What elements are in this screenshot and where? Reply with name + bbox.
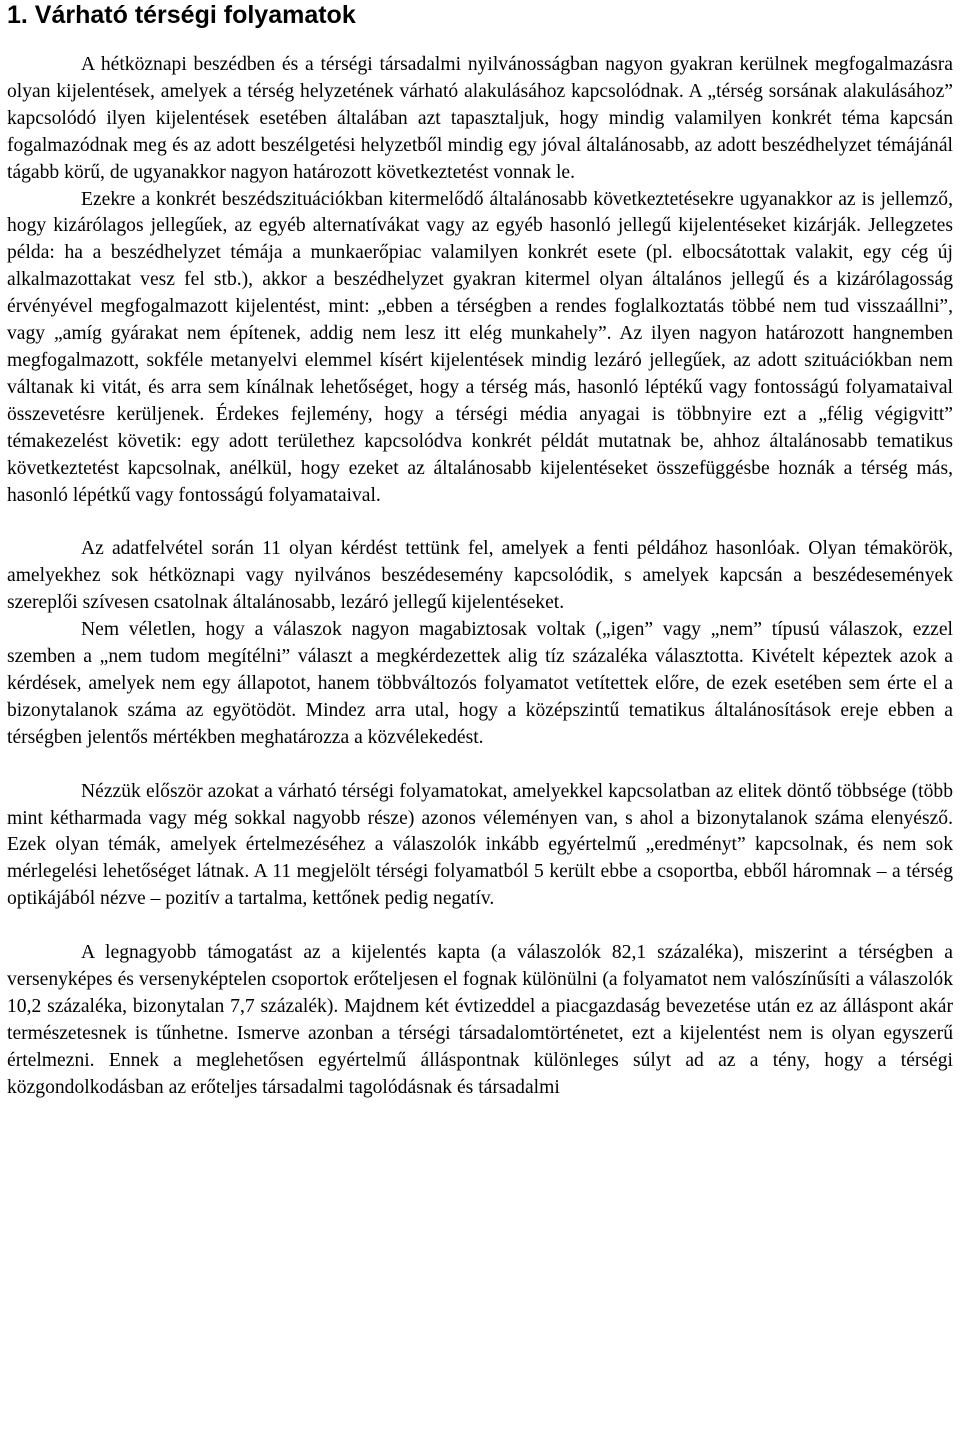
paragraph-6: A legnagyobb támogatást az a kijelentés kapta (a válaszolók 82,1 százaléka), miszerint a térségben a versenyképes és versenyképtelen csoportok erőteljesen el fognak különülni (a folyamatot nem valószínűsíti a válaszolók 10,2 százaléka, bizonytalan 7,7 százalék). Majdnem két évtizeddel a piacgazdaság bevezetése után ez az álláspont akár természetesnek is tűnhetne. Ismerve azonban a térségi társadalomtörténetet, ezt a kijelentést nem is olyan egyszerű értelmezni. Ennek a meglehetősen egyértelmű álláspontnak különleges súlyt ad az a tény, hogy a térségi közgondolkodásban az erőteljes társadalmi tagolódásnak és társadalmi [7,942,953,1098]
paragraph-1: A hétköznapi beszédben és a térségi társadalmi nyilvánosságban nagyon gyakran kerülnek megfogalmazásra olyan kijelentések, amelyek a térség helyzetének várható alakulásához kapcsolódnak. A „térség sorsának alakulásához” kapcsolódó ilyen kijelentések esetében általában azt tapasztaljuk, hogy mindig valamilyen konkrét téma kapcsán fogalmazódnak meg és az adott beszélgetési helyzetből mindig egy jóval általánosabb, az adott beszédhelyzet témájánál tágabb körű, de ugyanakkor nagyon határozott következtetést vonnak le. [7,54,953,183]
paragraph-4: Nem véletlen, hogy a válaszok nagyon magabiztosak voltak („igen” vagy „nem” típusú válaszok, ezzel szemben a „nem tudom megítélni” választ a megkérdezettek alig tíz százaléka választotta. Kivételt képeztek azok a kérdések, amelyek nem egy állapotot, hanem többváltozós folyamatot vetítettek előre, de ezek esetében sem érte el a bizonytalanok száma az egyötödöt. Mindez arra utal, hogy a középszintű tematikus általánosítások ereje ebben a térségben jelentős mértékben meghatározza a közvélekedést. [7,619,953,748]
paragraph-5: Nézzük először azokat a várható térségi folyamatokat, amelyekkel kapcsolatban az elitek döntő többsége (több mint kétharmada vagy még sokkal nagyobb része) azonos véleményen van, s ahol a bizonytalanok száma elenyésző. Ezek olyan témák, amelyek értelmezéséhez a válaszolók inkább egyértelmű „eredményt” kapcsolnak, és nem sok mérlegelési lehetőséget látnak. A 11 megjelölt térségi folyamatból 5 került ebbe a csoportba, ebből háromnak – a térség optikájából nézve – pozitív a tartalma, kettőnek pedig negatív. [7,780,953,910]
document-page [7,0,953,1102]
paragraph-2: Ezekre a konkrét beszédszituációkban kitermelődő általánosabb következtetésekre ugyanakkor az is jellemző, hogy kizárólagos jellegűek, az egyéb alternatívákat vagy az egyéb hasonló jellegű kijelentéseket kizárják. Jellegzetes példa: ha a beszédhelyzet témája a munkaerőpiac valamilyen konkrét esete (pl. elbocsátottak valakit, egy cég új alkalmazottakat vesz fel stb.), akkor a beszédhelyzet gyakran kitermel olyan általános jellegű és a kizárólagosság érvényével megfogalmazott kijelentést, mint: „ebben a térségben a rendes foglalkoztatás többé nem tud visszaállni”, vagy „amíg gyárakat nem építenek, addig nem lesz itt elég munkahely”. Az ilyen nagyon határozott hangnemben megfogalmazott, sokféle metanyelvi elemmel kísért kijelentések mindig lezáró jellegűek, az adott szituációkban nem váltanak ki vitát, és arra sem kínálnak lehetőséget, hogy a térség más, hasonló léptékű vagy fontosságú folyamataival összevetésre kerüljenek. Érdekes fejlemény, hogy a térségi média anyagai is többnyire ezt a „félig végigvitt” témakezelést követik: egy adott területhez kapcsolódva konkrét példát mutatnak be, ahhoz általánosabb tematikus következtetést kapcsolnak, anélkül, hogy ezeket az általánosabb kijelentéseket összefüggésbe hoznák a térség más, hasonló lépétkű vagy fontosságú folyamataival. [7,188,953,506]
paragraph-3: Az adatfelvétel során 11 olyan kérdést tettünk fel, amelyek a fenti példához hasonlóak. Olyan témakörök, amelyekhez sok hétköznapi vagy nyilvános beszédesemény kapcsolódik, s amelyek kapcsán a beszédesemények szereplői szívesen csatolnak általánosabb, lezáró jellegű kijelentéseket. [7,538,953,614]
section-heading: 1. Várható térségi folyamatok [7,1,356,29]
